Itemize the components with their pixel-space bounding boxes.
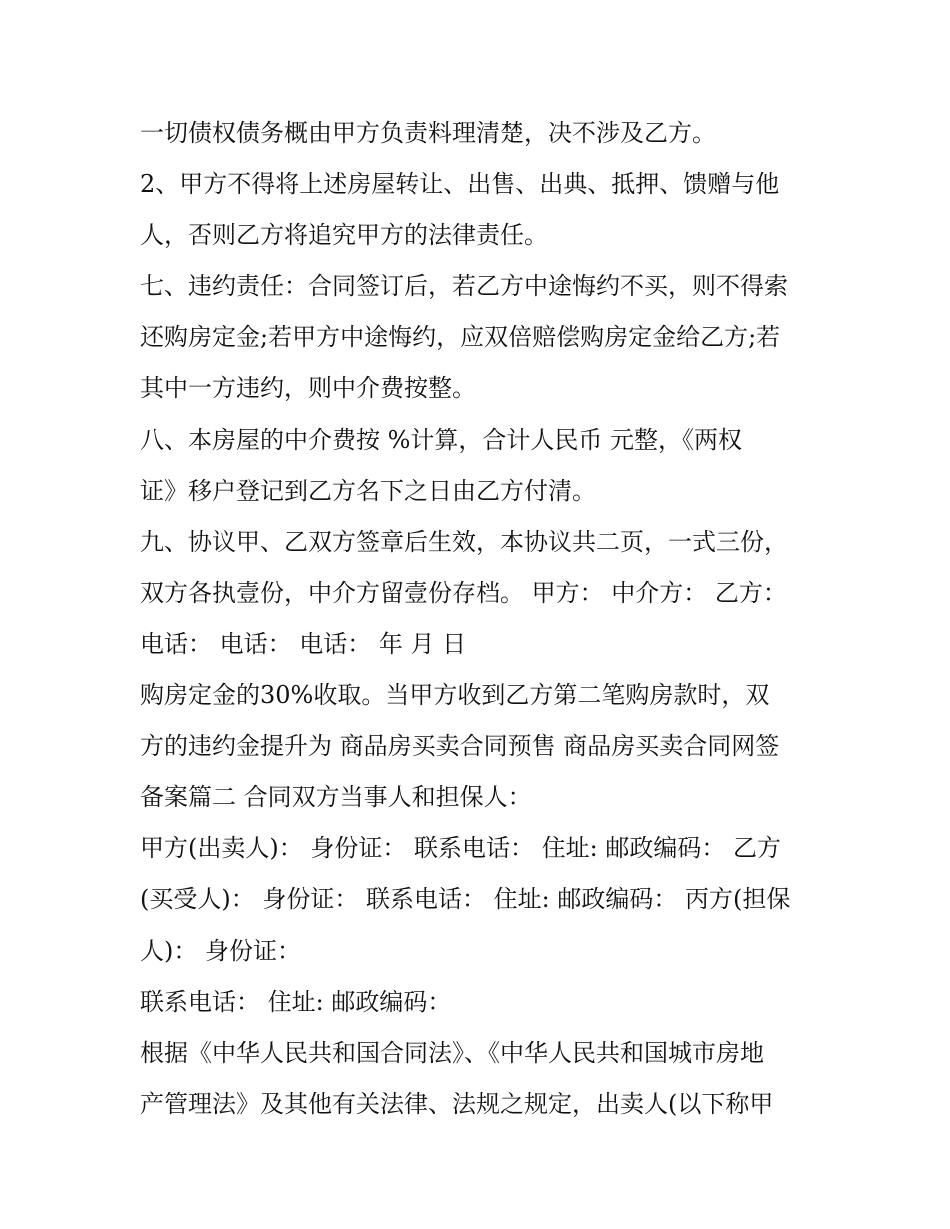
text-line: 其中一方违约，则中介费按整。 [140, 374, 476, 403]
text-line: 七、违约责任：合同签订后，若乙方中途悔约不买，则不得索 [140, 272, 788, 301]
text-line: 根据《中华人民共和国合同法》、《中华人民共和国城市房地 [140, 1038, 764, 1067]
text-line: 九、协议甲、乙双方签章后生效，本协议共二页，一式三份， [140, 527, 788, 556]
text-line: 还购房定金;若甲方中途悔约，应双倍赔偿购房定金给乙方;若 [140, 323, 781, 352]
text-line: 联系电话： 住址: 邮政编码： [140, 987, 452, 1016]
text-line: 电话： 电话： 电话： 年 月 日 [140, 629, 467, 658]
text-line: 方的违约金提升为 商品房买卖合同预售 商品房买卖合同网签 [140, 732, 780, 761]
text-line: 购房定金的30%收取。当甲方收到乙方第二笔购房款时，双 [140, 681, 770, 710]
text-line: 产管理法》及其他有关法律、法规之规定，出卖人(以下称甲 [140, 1089, 774, 1118]
document-body [140, 108, 820, 1130]
text-line: 一切债权债务概由甲方负责料理清楚，决不涉及乙方。 [140, 119, 716, 147]
text-line: (买受人)： 身份证： 联系电话： 住址: 邮政编码： 丙方(担保 [140, 885, 791, 914]
text-line: 人)： 身份证： [140, 936, 301, 965]
text-line: 备案篇二 合同双方当事人和担保人： [140, 783, 532, 812]
text-line: 双方各执壹份，中介方留壹份存档。 甲方： 中介方： 乙方： [140, 578, 787, 607]
text-line: 证》移户登记到乙方名下之日由乙方付清。 [140, 476, 596, 505]
text-line: 2、甲方不得将上述房屋转让、出售、出典、抵押、馈赠与他 [140, 170, 780, 199]
text-line: 甲方(出卖人)： 身份证： 联系电话： 住址: 邮政编码： 乙方 [140, 834, 781, 863]
text-line: 八、本房屋的中介费按 %计算，合计人民币 元整，《两权 [140, 425, 743, 454]
text-line: 人，否则乙方将追究甲方的法律责任。 [140, 221, 548, 250]
